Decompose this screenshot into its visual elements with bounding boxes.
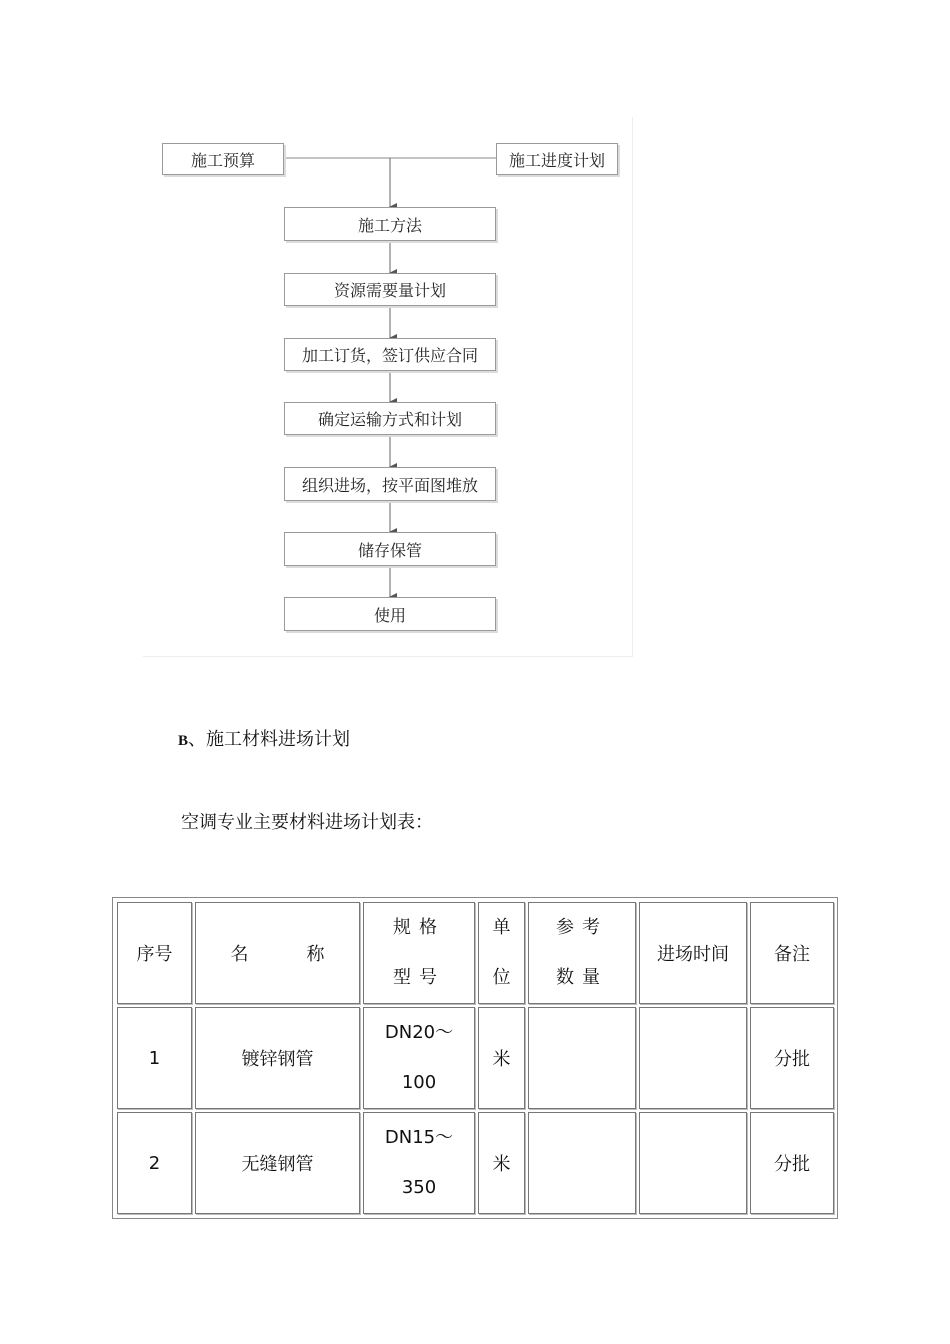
row-2-quantity (528, 1112, 636, 1214)
row-2-name: 无缝钢管 (195, 1112, 360, 1214)
section-prefix: B (178, 733, 189, 749)
row-2-index: 2 (117, 1112, 192, 1214)
row-2-note: 分批 (750, 1112, 834, 1214)
row-2-spec-line-1: DN15～ (384, 1127, 454, 1148)
flow-step-ordering: 加工订货，签订供应合同 (284, 338, 496, 371)
table-row (117, 1007, 834, 1109)
section-heading (178, 725, 350, 751)
materials-table-frame (112, 897, 838, 1219)
header-unit (478, 902, 525, 1004)
header-spec (363, 902, 475, 1004)
table-caption: 空调专业主要材料进场计划表： (181, 812, 433, 833)
header-name-part-1: 名 (230, 944, 249, 965)
flow-step-transport: 确定运输方式和计划 (284, 402, 496, 435)
header-name (195, 902, 360, 1004)
row-2-spec-line-2: 350 (401, 1177, 437, 1198)
flow-step-site-entry: 组织进场，按平面图堆放 (284, 467, 496, 501)
row-1-index: 1 (117, 1007, 192, 1109)
flow-step-method: 施工方法 (284, 207, 496, 241)
materials-table (114, 899, 837, 1217)
row-1-entry-time (639, 1007, 747, 1109)
flow-step-storage: 储存保管 (284, 532, 496, 566)
header-quantity (528, 902, 636, 1004)
row-1-spec (363, 1007, 475, 1109)
header-quantity-line-1: 参考 (556, 917, 608, 938)
header-name-part-2: 称 (306, 944, 325, 965)
flow-step-resource-plan: 资源需要量计划 (284, 273, 496, 306)
header-spec-line-1: 规格 (393, 917, 445, 938)
row-2-unit: 米 (478, 1112, 525, 1214)
section-title: 、施工材料进场计划 (188, 729, 351, 750)
header-quantity-line-2: 数量 (556, 967, 608, 988)
row-1-note: 分批 (750, 1007, 834, 1109)
flow-step-use: 使用 (284, 597, 496, 631)
row-1-quantity (528, 1007, 636, 1109)
table-header-row (117, 902, 834, 1004)
row-1-name: 镀锌钢管 (195, 1007, 360, 1109)
header-entry-time: 进场时间 (639, 902, 747, 1004)
row-1-spec-line-2: 100 (401, 1072, 437, 1093)
row-2-entry-time (639, 1112, 747, 1214)
header-unit-line-1: 单 (492, 917, 511, 938)
header-note: 备注 (750, 902, 834, 1004)
table-row (117, 1112, 834, 1214)
flow-box-budget: 施工预算 (162, 143, 284, 175)
header-unit-line-2: 位 (492, 967, 511, 988)
row-1-unit: 米 (478, 1007, 525, 1109)
row-1-spec-line-1: DN20～ (384, 1022, 454, 1043)
row-2-spec (363, 1112, 475, 1214)
header-spec-line-2: 型号 (393, 967, 445, 988)
header-index: 序号 (117, 902, 192, 1004)
flow-box-schedule: 施工进度计划 (496, 143, 618, 175)
